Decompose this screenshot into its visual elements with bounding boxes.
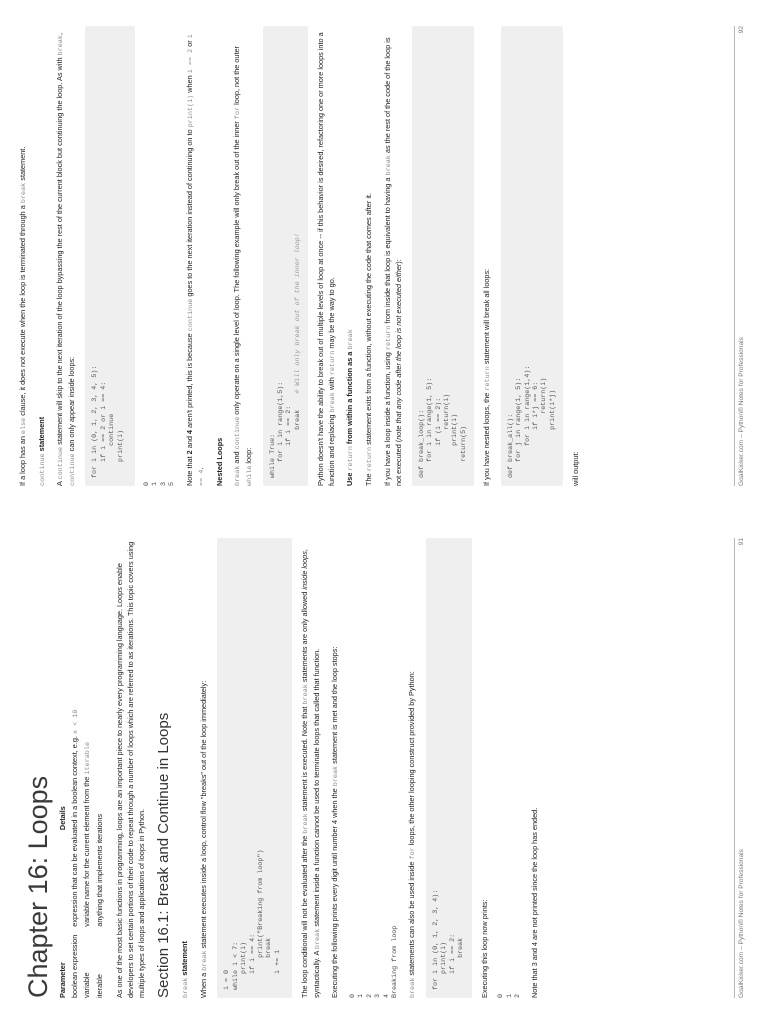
details-text: variable name for the current element from the (82, 774, 92, 927)
details-text: anything that implements iterations (94, 813, 104, 927)
text-span: break (313, 928, 322, 950)
page-footer (734, 538, 748, 998)
param-cell: boolean expression (69, 934, 79, 998)
text-span: i == 4 (186, 34, 207, 486)
heading-text: statement (180, 941, 190, 978)
text-span: for (234, 106, 243, 120)
code-comment: # Will only break out of the inner loop! (293, 233, 302, 394)
text-span: statement is met and the loop stops: (330, 646, 340, 766)
section-title: Section 16.1: Break and Continue in Loops (155, 712, 173, 998)
footer-source: GoalKicker.com – Python® Notes for Professionals (738, 337, 745, 486)
page-number: 91 (738, 538, 745, 546)
text-span: loops, the other looping construct provided by Python: (407, 671, 417, 848)
param-cell: variable (82, 972, 92, 998)
parameter-header: Parameter (58, 962, 67, 998)
text-span: break (347, 329, 356, 350)
text-span: Note that (184, 454, 194, 486)
text-span: break (409, 977, 418, 998)
executing-loop-paragraph: Executing this loop now prints: (479, 899, 489, 998)
text-span: for (409, 847, 418, 860)
parameter-table (58, 702, 107, 998)
heading-code: continue (38, 453, 47, 486)
else-paragraph (18, 26, 30, 486)
text-span: return (347, 446, 356, 471)
text-span: 4 (184, 430, 194, 435)
will-output-paragraph: will output: (571, 451, 581, 486)
code-block-while: i = 0 while i < 7: print(i) if i == 4: print("Breaking from loop") break i += 1 (217, 538, 292, 998)
text-span: break (328, 392, 337, 413)
text-span: statement executes inside a loop, control flow "breaks" out of the loop immediately: (198, 680, 208, 951)
text-span: can only appear inside loops: (66, 356, 76, 454)
text-span: continue (234, 416, 243, 450)
nested-return-paragraph (482, 26, 494, 486)
text-span: only operate on a single level of loop. The following example will only break out of the inner (232, 119, 242, 417)
page-number: 92 (738, 26, 745, 34)
intro-paragraph: As one of the most basic functions in programming, loops are an important piece to nearly every programming language. Loops enable developers to set certain portions of their code to repeat through a number of loops which are referred to as iterations. This topic covers using multiple types of loops and applications of loops in Python. (115, 541, 146, 998)
output-block-3: 0 1 3 5 (143, 481, 177, 486)
code-block-break-all: def break_all(): for j in range(1, 5): for i in range(1,4): if i*j == 6: return(i) print(i*j) (501, 26, 563, 486)
text-span: note that any code after the loop is not executed either (394, 263, 404, 440)
text-span: as the rest of the code of the loop is not executed ( (382, 37, 404, 486)
details-cell (95, 702, 108, 927)
text-span: return (328, 350, 337, 376)
page-footer (734, 26, 748, 486)
text-span: from inside that loop is equivalent to having a (382, 175, 392, 326)
text-span: If you have a loop inside a function, using (382, 350, 392, 486)
text-span: when (184, 73, 194, 95)
nested-paragraph (232, 26, 255, 486)
text-span: and (232, 449, 242, 466)
code-block-continue: for i in (0, 1, 2, 3, 4, 5): if i == 2 or i == 4: continue print(i) (85, 26, 135, 486)
text-span: return (384, 325, 393, 351)
details-header: Details (58, 806, 67, 831)
note-continue-paragraph (185, 26, 208, 486)
parameter-table-header (58, 702, 70, 998)
details-cell (70, 702, 83, 927)
table-row (70, 702, 83, 998)
table-row (95, 702, 108, 998)
break-statement-heading (180, 538, 192, 998)
text-span: break (302, 813, 311, 834)
text-span: , (55, 33, 65, 36)
text-span: while True: for i in range(1,5): if i == 2: break (268, 381, 302, 478)
text-span: break (234, 465, 243, 486)
text-span: , syntactically. A (300, 549, 321, 998)
output-block-2: 0 1 2 (497, 993, 523, 998)
details-cell (82, 702, 95, 927)
text-span: continue (186, 298, 195, 332)
nested-loops-heading: Nested Loops (214, 437, 224, 486)
text-span: and (184, 434, 194, 451)
text-span: break (57, 35, 66, 56)
text-span: may be the way to go. (326, 277, 336, 351)
text-span: statement exits from a function, without executing the code that comes after it. (364, 193, 373, 447)
text-span: statement is executed. Note that (300, 704, 310, 814)
code-block-break-loop: def break_loop(): for i in range(1, 5): if (i == 2): return(i) print(i) return(5) (412, 26, 474, 486)
text-span: from within a function as a (345, 349, 355, 447)
text-span: clause, it does not execute when the loop is terminated through a (18, 203, 27, 418)
text-span: inside loops (300, 551, 310, 590)
text-span: A (55, 479, 65, 486)
text-span: return (484, 366, 493, 391)
text-span: or (184, 38, 194, 49)
text-span: loop, not the outer (232, 46, 242, 107)
executing-paragraph (330, 538, 342, 998)
code-block-for: for i in (0, 1, 2, 3, 4): print(i) if i == 2: break (426, 538, 472, 998)
continue-statement-heading (37, 26, 49, 486)
text-span: break (384, 155, 393, 176)
text-span: statement. (18, 146, 27, 183)
text-span: print(i) (186, 94, 195, 128)
text-span: continue (57, 446, 66, 480)
python-multilevel-paragraph (316, 26, 338, 486)
text-span: The (364, 471, 373, 486)
text-span: . (196, 467, 206, 470)
text-span: ): (394, 259, 404, 264)
text-span: aren't printed, this is because (184, 331, 194, 430)
note-paragraph: Note that 3 and 4 are not printed since the loop has ended. (530, 807, 540, 998)
text-span: The loop conditional will not be evaluated after the (300, 833, 310, 998)
conditional-paragraph (300, 538, 323, 998)
text-span: i == 2 (186, 48, 195, 74)
text-span: with (326, 375, 336, 393)
param-cell: iterable (94, 974, 104, 998)
text-span: while (246, 465, 254, 486)
return-in-loop-paragraph (383, 26, 405, 486)
heading-code: break (182, 977, 191, 998)
table-row (82, 702, 95, 998)
text-span: Python doesn't have the ability to break out of multiple levels of loop at once -- if this behavior is desired, refactoring one or more loops into a function and replacing (316, 32, 336, 486)
details-code: iterable (84, 741, 93, 775)
footer-source: GoalKicker.com – Python® Notes for Professionals (738, 849, 745, 998)
text-span: loop: (244, 447, 253, 466)
text-span: If you have nested loops, the (482, 390, 492, 486)
code-block-nested (263, 26, 309, 486)
text-span: break (20, 182, 28, 204)
heading-text: statement (36, 416, 46, 454)
use-return-heading (345, 26, 357, 486)
details-code: x < 10 (71, 709, 80, 734)
text-span: break (332, 765, 341, 787)
return-paragraph (364, 26, 376, 486)
text-span: statement inside a function cannot be used to terminate loops that called that function. (311, 648, 321, 929)
text-span: If a loop has an (18, 434, 27, 486)
text-span: return (366, 446, 374, 472)
text-span: goes to the next iteration instead of continuing on to (184, 127, 194, 299)
text-span: Executing the following prints every digit until number 4 when the (330, 786, 340, 998)
text-span: continue (68, 453, 77, 486)
text-span: statements can also be used inside (407, 859, 417, 978)
text-span: When a (198, 970, 208, 998)
text-span: break (302, 684, 311, 705)
text-span: 2 (184, 450, 194, 455)
text-span: statements are only allowed (300, 589, 310, 685)
text-span: statement will break all loops: (482, 268, 492, 367)
text-span: else (20, 417, 28, 435)
output-block-1: 0 1 2 3 4 Breaking from loop (348, 925, 399, 998)
continue-paragraph (55, 26, 78, 486)
text-span: Use (345, 470, 355, 486)
chapter-title: Chapter 16: Loops (23, 775, 53, 998)
page-91 (0, 512, 768, 1024)
for-paragraph (407, 538, 419, 998)
break-paragraph (199, 538, 211, 998)
text-span: break (200, 950, 209, 971)
details-text: expression that can be evaluated in a boolean context, e.g. (69, 734, 79, 927)
text-span: statement will skip to the next iteration of the loop bypassing the rest of the current block but continuing the loop. As with (55, 55, 65, 447)
